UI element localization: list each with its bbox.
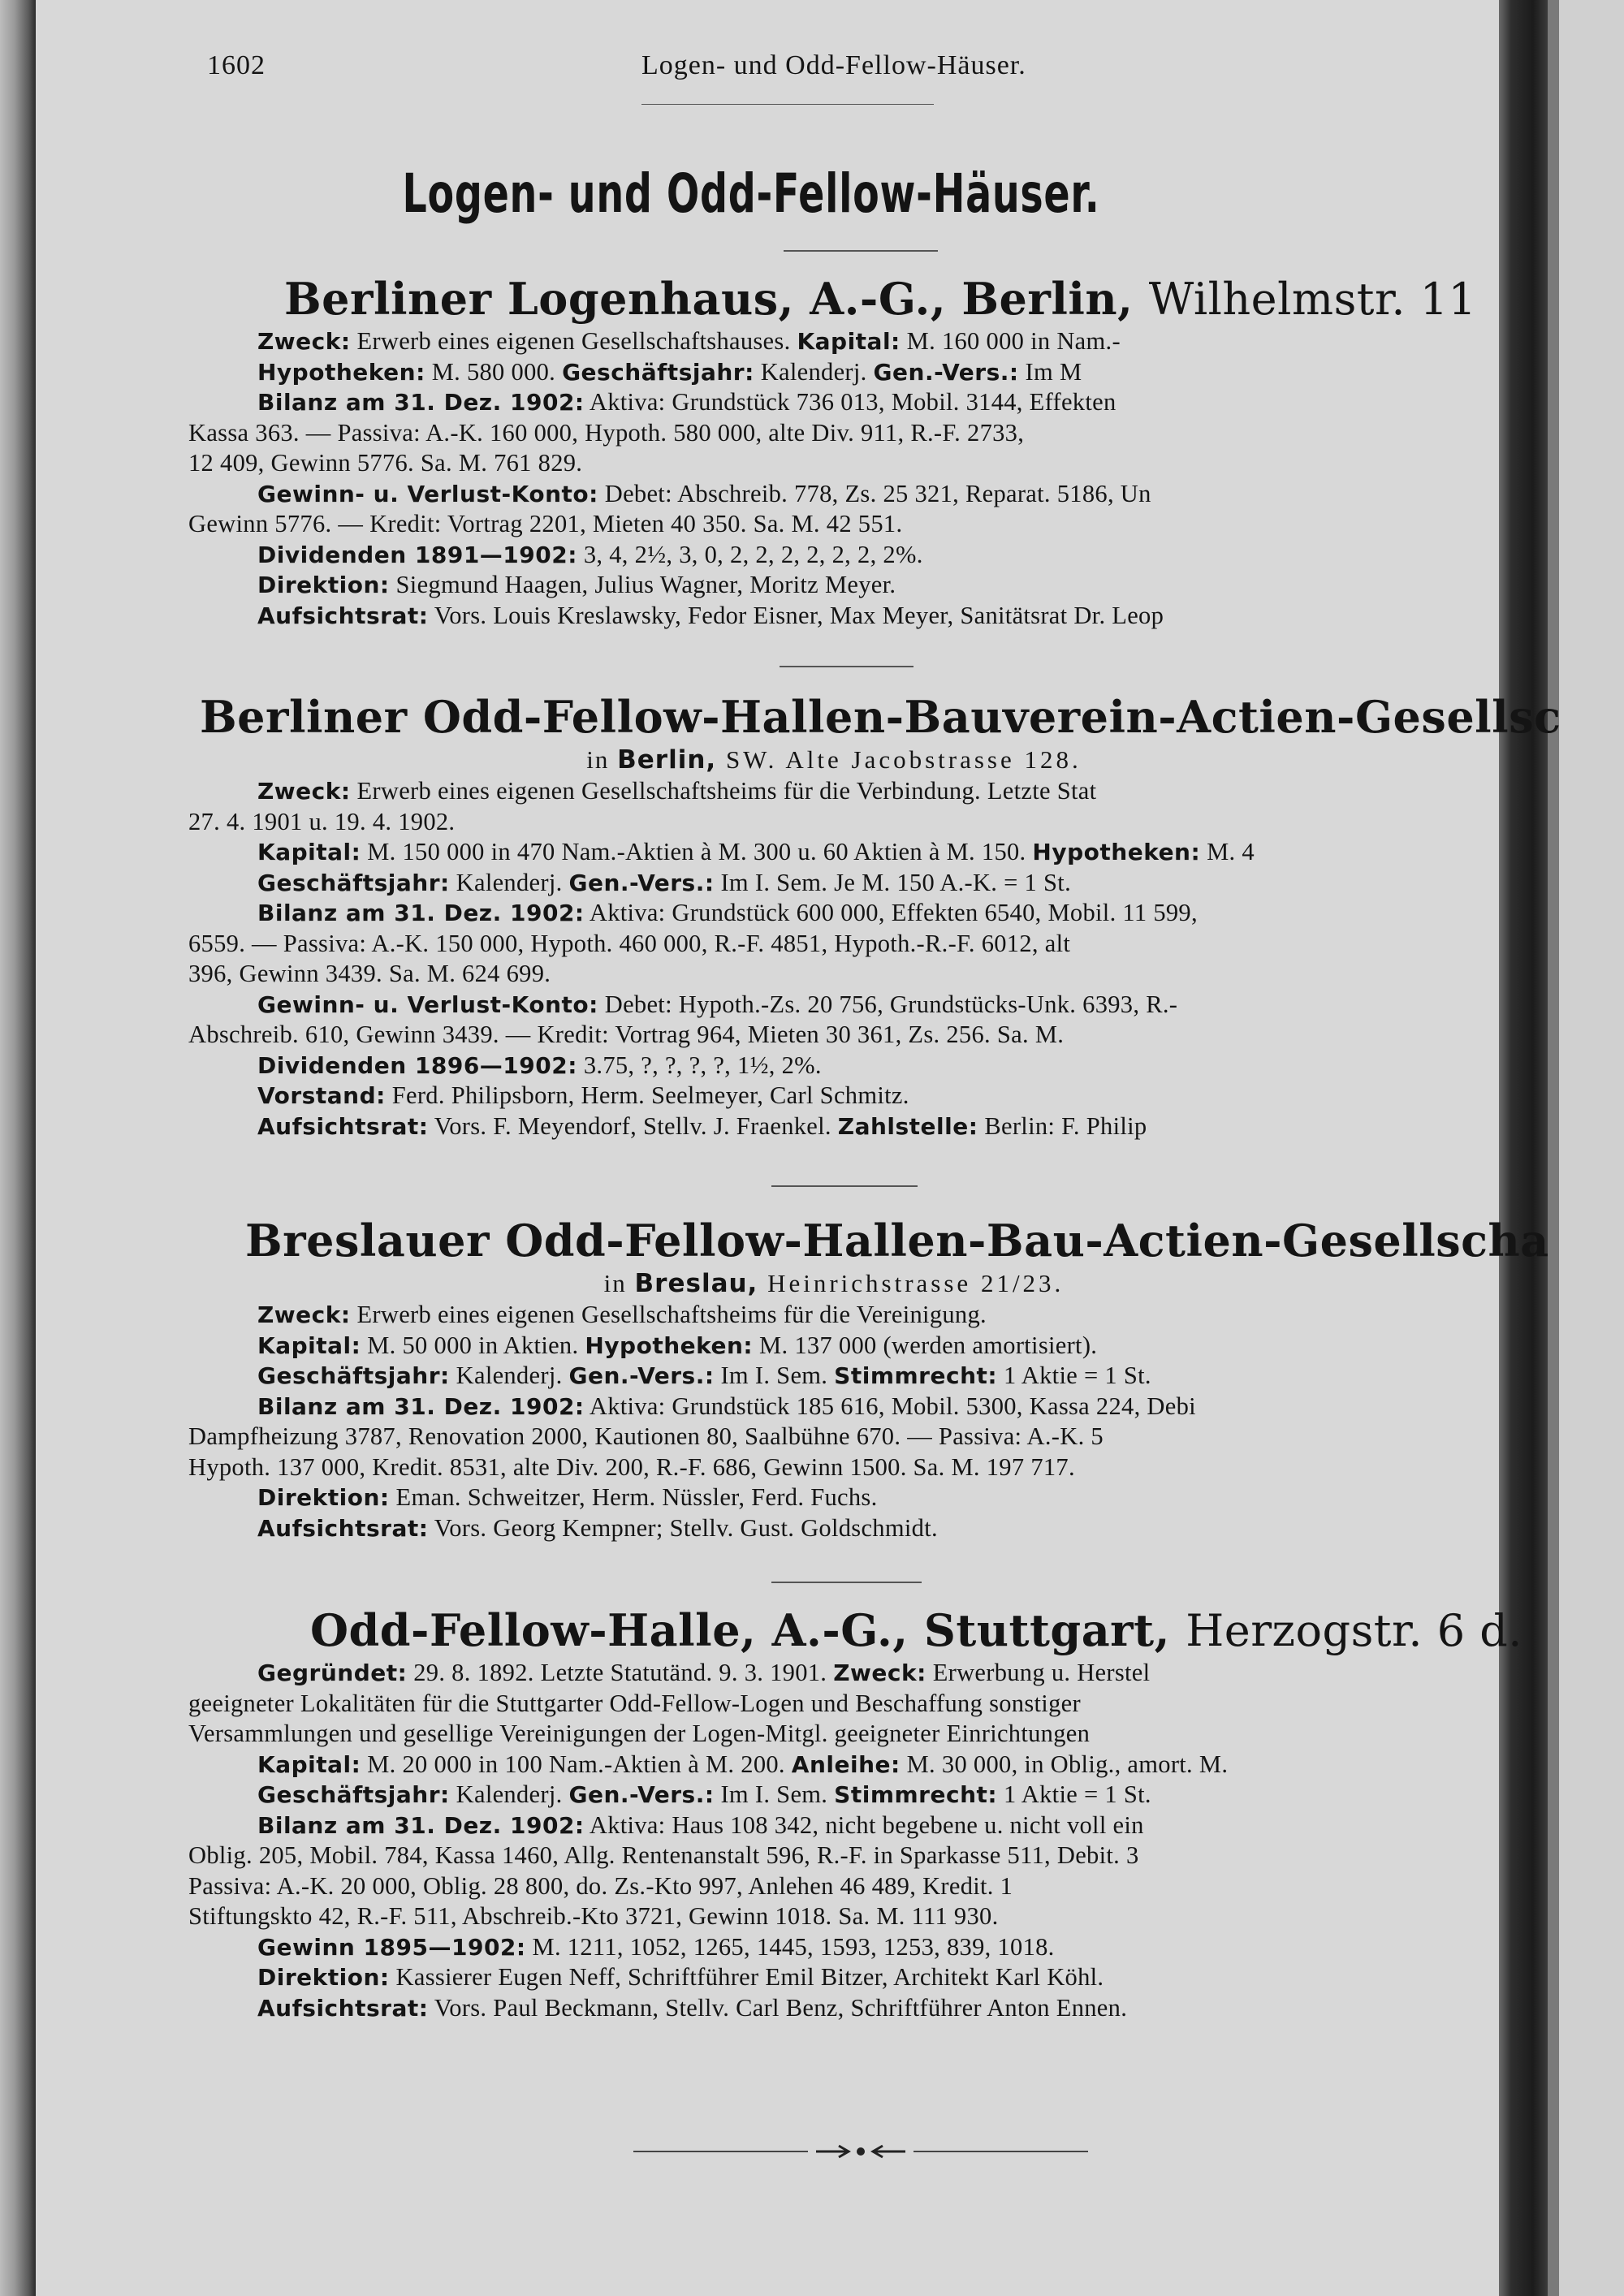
page-number: 1602 [207,50,266,80]
field-text: Im I. Sem. Je M. 150 A.-K. = 1 St. [714,868,1071,896]
field-label: Bilanz am 31. Dez. 1902: [257,900,585,926]
entry-line [188,1392,1479,1422]
field-text: Kalenderj. [449,868,563,896]
field-label: Hypotheken: [585,1331,754,1359]
field-text: 1 Aktie = 1 St. [997,1362,1151,1389]
field-text: Passiva: A.-K. 20 000, Oblig. 28 800, do. Zs.-Kto 997, Anlehen 46 489, Kredit. 1 [188,1871,1013,1900]
field-text: Aktiva: Grundstück 736 013, Mobil. 3144, Effekten [584,388,1116,416]
entry-line [188,807,1479,838]
company-location [188,744,1479,776]
company-name-bold: Breslauer Odd-Fellow-Hallen-Bau-Actien-Gesellscha [245,1215,1549,1267]
field-label: Gewinn 1895—1902: [257,1933,526,1961]
field-label: Aufsichtsrat: [257,602,429,629]
field-text: Erwerb eines eigenen Gesellschaftsheims für die Verbindung. Letzte Stat [350,777,1097,805]
field-text: Im I. Sem. [714,1780,828,1808]
company-name [188,1603,1522,1658]
field-text: Kalenderj. [449,1362,563,1389]
field-text: Hypoth. 137 000, Kredit. 8531, alte Div. 200, R.-F. 686, Gewinn 1500. Sa. M. 197 717. [188,1452,1075,1481]
entry-line [188,1081,1479,1111]
field-label: Anleihe: [791,1750,901,1778]
field-label: Gewinn- u. Verlust-Konto: [257,990,598,1018]
location-street: Heinrichstrasse 21/23. [758,1269,1065,1297]
field-text: 29. 8. 1892. Letzte Statutänd. 9. 3. 1901. [407,1659,827,1686]
field-text: Versammlungen und gesellige Vereinigungen der Logen-Mitgl. geeigneter Einrichtungen [188,1720,1091,1747]
company-name [188,272,1479,326]
field-text: Siegmund Haagen, Julius Wagner, Moritz Meyer. [389,571,896,598]
entry-separator [780,666,914,667]
field-text: M. 1211, 1052, 1265, 1445, 1593, 1253, 839, 1018. [525,1932,1055,1961]
entry-line [188,479,1479,510]
field-label: Kapital: [257,1331,361,1359]
field-text: Erwerbung u. Herstel [926,1659,1151,1686]
field-text: geeigneter Lokalitäten für die Stuttgarter Odd-Fellow-Logen und Beschaffung sonstiger [188,1689,1081,1717]
field-text: M. 4 [1200,838,1255,865]
field-label: Stimmrecht: [834,1362,998,1389]
field-label: Gen.-Vers.: [568,1781,715,1808]
field-text: Aktiva: Grundstück 600 000, Effekten 6540, Mobil. 11 599, [584,899,1198,926]
field-label: Bilanz am 31. Dez. 1902: [257,389,585,416]
field-text: M. 50 000 in Aktien. [361,1331,579,1359]
entry-line [188,990,1479,1021]
field-label: Zahlstelle: [837,1112,978,1140]
book-spine [1499,0,1548,2296]
company-name [188,1214,1549,1267]
entry-line [188,868,1479,899]
entry-separator [771,1582,922,1583]
company-address: Herzogstr. 6 d. [1186,1605,1522,1656]
field-label: Direktion: [257,1964,390,1991]
entry-line [188,1331,1479,1362]
entry-line [188,418,1479,449]
field-text: Berlin: F. Philip [978,1111,1147,1140]
entry-line [188,1962,1479,1993]
company-entry [188,1214,1549,1543]
field-label: Direktion: [257,572,390,598]
entry-line [188,1051,1479,1081]
field-text: 3.75, ?, ?, ?, ?, 1½, 2%. [577,1051,822,1079]
entry-line [188,1993,1479,2024]
field-label: Aufsichtsrat: [257,1994,429,2022]
field-label: Gegründet: [257,1659,408,1686]
company-entry [188,272,1479,631]
field-label: Vorstand: [257,1082,386,1109]
field-label: Zweck: [833,1659,926,1686]
field-text: Erwerb eines eigenen Gesellschaftshauses. [350,327,791,355]
field-label: Hypotheken: [1032,839,1201,865]
field-label: Bilanz am 31. Dez. 1902: [257,1392,585,1420]
running-header [0,50,1502,83]
entry-line [188,1111,1479,1142]
entry-line [188,387,1479,418]
entry-line [188,898,1479,929]
entry-line [188,540,1479,571]
running-title: Logen- und Odd-Fellow-Häuser. [641,50,1026,80]
company-location [188,1267,1479,1300]
company-name-bold: Odd-Fellow-Halle, A.-G., Stuttgart, [310,1604,1170,1656]
field-text: Abschreib. 610, Gewinn 3439. — Kredit: Vortrag 964, Mieten 30 361, Zs. 256. Sa. M. [188,1021,1065,1048]
entry-line [188,1780,1479,1810]
field-label: Geschäftsjahr: [257,1362,450,1389]
entry-line [188,1300,1479,1331]
field-text: Im I. Sem. [714,1362,828,1389]
company-address: Wilhelmstr. 11 [1148,274,1477,325]
entry-line [188,1020,1479,1051]
entry-line [188,1689,1479,1720]
entry-line [188,929,1479,960]
field-text: Vors. F. Meyendorf, Stellv. J. Fraenkel. [428,1111,831,1140]
field-text: Gewinn 5776. — Kredit: Vortrag 2201, Mieten 40 350. Sa. M. 42 551. [188,510,903,537]
field-text: Debet: Hypoth.-Zs. 20 756, Grundstücks-Unk. 6393, R.- [598,990,1178,1018]
field-text: Ferd. Philipsborn, Herm. Seelmeyer, Carl Schmitz. [385,1081,909,1109]
field-label: Dividenden 1896—1902: [257,1051,577,1079]
field-label: Geschäftsjahr: [257,1781,450,1808]
field-label: Bilanz am 31. Dez. 1902: [257,1811,585,1839]
entry-line [188,1901,1479,1932]
field-label: Aufsichtsrat: [257,1514,429,1542]
entry-line [188,1810,1479,1841]
field-label: Gen.-Vers.: [568,1362,715,1389]
field-label: Hypotheken: [257,358,425,386]
company-name [188,690,1561,744]
entry-line [188,326,1479,357]
entry-line [188,1361,1479,1392]
field-label: Kapital: [797,328,901,355]
field-text: Eman. Schweitzer, Herm. Nüssler, Ferd. Fuchs. [389,1483,878,1511]
field-text: Stiftungskto 42, R.-F. 511, Abschreib.-Kto 3721, Gewinn 1018. Sa. M. 111 930. [188,1902,999,1930]
field-text: Kassa 363. — Passiva: A.-K. 160 000, Hypoth. 580 000, alte Div. 911, R.-F. 2733, [188,418,1025,447]
field-label: Aufsichtsrat: [257,1112,429,1140]
field-text: Im M [1018,357,1082,386]
spine-edge [1548,0,1559,2296]
field-text: Oblig. 205, Mobil. 784, Kassa 1460, Allg. Rentenanstalt 596, R.-F. in Sparkasse 511, Debit. 3 [188,1841,1139,1869]
field-label: Zweck: [257,1301,351,1328]
entry-line [188,601,1479,632]
field-text: Kalenderj. [449,1780,563,1808]
field-text: Debet: Abschreib. 778, Zs. 25 321, Reparat. 5186, Un [598,479,1151,507]
field-text: 27. 4. 1901 u. 19. 4. 1902. [188,807,456,835]
field-text: Erwerb eines eigenen Gesellschaftsheims für die Vereinigung. [350,1301,987,1328]
field-text: 12 409, Gewinn 5776. Sa. M. 761 829. [188,449,583,477]
field-text: Aktiva: Haus 108 342, nicht begebene u. nicht voll ein [584,1810,1144,1839]
field-text: M. 580 000. [425,357,556,386]
field-text: M. 137 000 (werden amortisiert). [753,1331,1098,1359]
field-label: Dividenden 1891—1902: [257,541,577,568]
field-label: Direktion: [257,1484,390,1511]
end-ornament-icon [633,2139,1088,2164]
field-label: Geschäftsjahr: [257,869,450,896]
location-prefix: in [586,745,618,774]
field-text: Vors. Paul Beckmann, Stellv. Carl Benz, Schriftführer Anton Ennen. [428,1993,1128,2022]
entry-line [188,448,1479,479]
location-street: SW. Alte Jacobstrasse 128. [716,745,1082,774]
company-name-bold: Berliner Logenhaus, A.-G., Berlin, [284,273,1134,325]
location-city: Berlin, [617,745,717,775]
field-label: Kapital: [257,839,361,865]
entry-line [188,1932,1479,1963]
field-text: M. 160 000 in Nam.- [900,327,1121,355]
entry-line [188,1482,1479,1513]
entry-line [188,1658,1479,1689]
entry-line [188,1719,1479,1750]
entry-line [188,776,1479,807]
field-text: Vors. Georg Kempner; Stellv. Gust. Goldschmidt. [428,1513,938,1542]
field-text: Dampfheizung 3787, Renovation 2000, Kautionen 80, Saalbühne 670. — Passiva: A.-K. 5 [188,1422,1104,1450]
field-text: 396, Gewinn 3439. Sa. M. 624 699. [188,960,551,987]
field-text: 6559. — Passiva: A.-K. 150 000, Hypoth. 460 000, R.-F. 4851, Hypoth.-R.-F. 6012, alt [188,929,1071,957]
field-label: Zweck: [257,328,351,355]
field-label: Stimmrecht: [834,1781,998,1808]
entry-line [188,1452,1479,1483]
entry-line [188,1871,1479,1902]
field-text: 3, 4, 2½, 3, 0, 2, 2, 2, 2, 2, 2, 2%. [577,540,923,568]
field-text: Kassierer Eugen Neff, Schriftführer Emil Bitzer, Architekt Karl Köhl. [389,1963,1104,1991]
field-text: Vors. Louis Kreslawsky, Fedor Eisner, Max Meyer, Sanitätsrat Dr. Leop [428,601,1164,629]
company-entry [188,690,1561,1142]
company-entry [188,1603,1522,2023]
field-label: Gewinn- u. Verlust-Konto: [257,480,598,507]
entry-line [188,1841,1479,1871]
field-text: Aktiva: Grundstück 185 616, Mobil. 5300, Kassa 224, Debi [584,1392,1196,1420]
entry-separator [771,1185,918,1187]
company-name-bold: Berliner Odd-Fellow-Hallen-Bauverein-Actien-Gesellsc [200,691,1561,743]
entry-line [188,1422,1479,1452]
entry-line [188,509,1479,540]
field-label: Gen.-Vers.: [568,869,715,896]
field-label: Geschäftsjahr: [562,358,754,386]
field-label: Gen.-Vers.: [873,358,1019,386]
entry-line [188,1513,1479,1544]
header-rule [641,104,934,105]
field-text: M. 30 000, in Oblig., amort. M. [900,1750,1229,1778]
field-label: Kapital: [257,1750,361,1778]
entry-separator [784,250,938,252]
entry-line [188,837,1479,868]
entry-line [188,570,1479,601]
field-text: M. 20 000 in 100 Nam.-Aktien à M. 200. [361,1750,785,1778]
entry-line [188,1750,1479,1780]
entry-line [188,357,1479,388]
section-title: Logen- und Odd-Fellow-Häuser. [402,162,1100,225]
field-text: 1 Aktie = 1 St. [997,1780,1151,1808]
field-text: Kalenderj. [754,357,867,386]
entry-line [188,959,1479,990]
left-gutter [0,0,36,2296]
location-prefix: in [603,1269,635,1297]
field-label: Zweck: [257,778,351,805]
location-city: Breslau, [634,1269,758,1298]
field-text: M. 150 000 in 470 Nam.-Aktien à M. 300 u. 60 Aktien à M. 150. [361,838,1026,865]
facing-page-edge [1559,0,1624,2296]
